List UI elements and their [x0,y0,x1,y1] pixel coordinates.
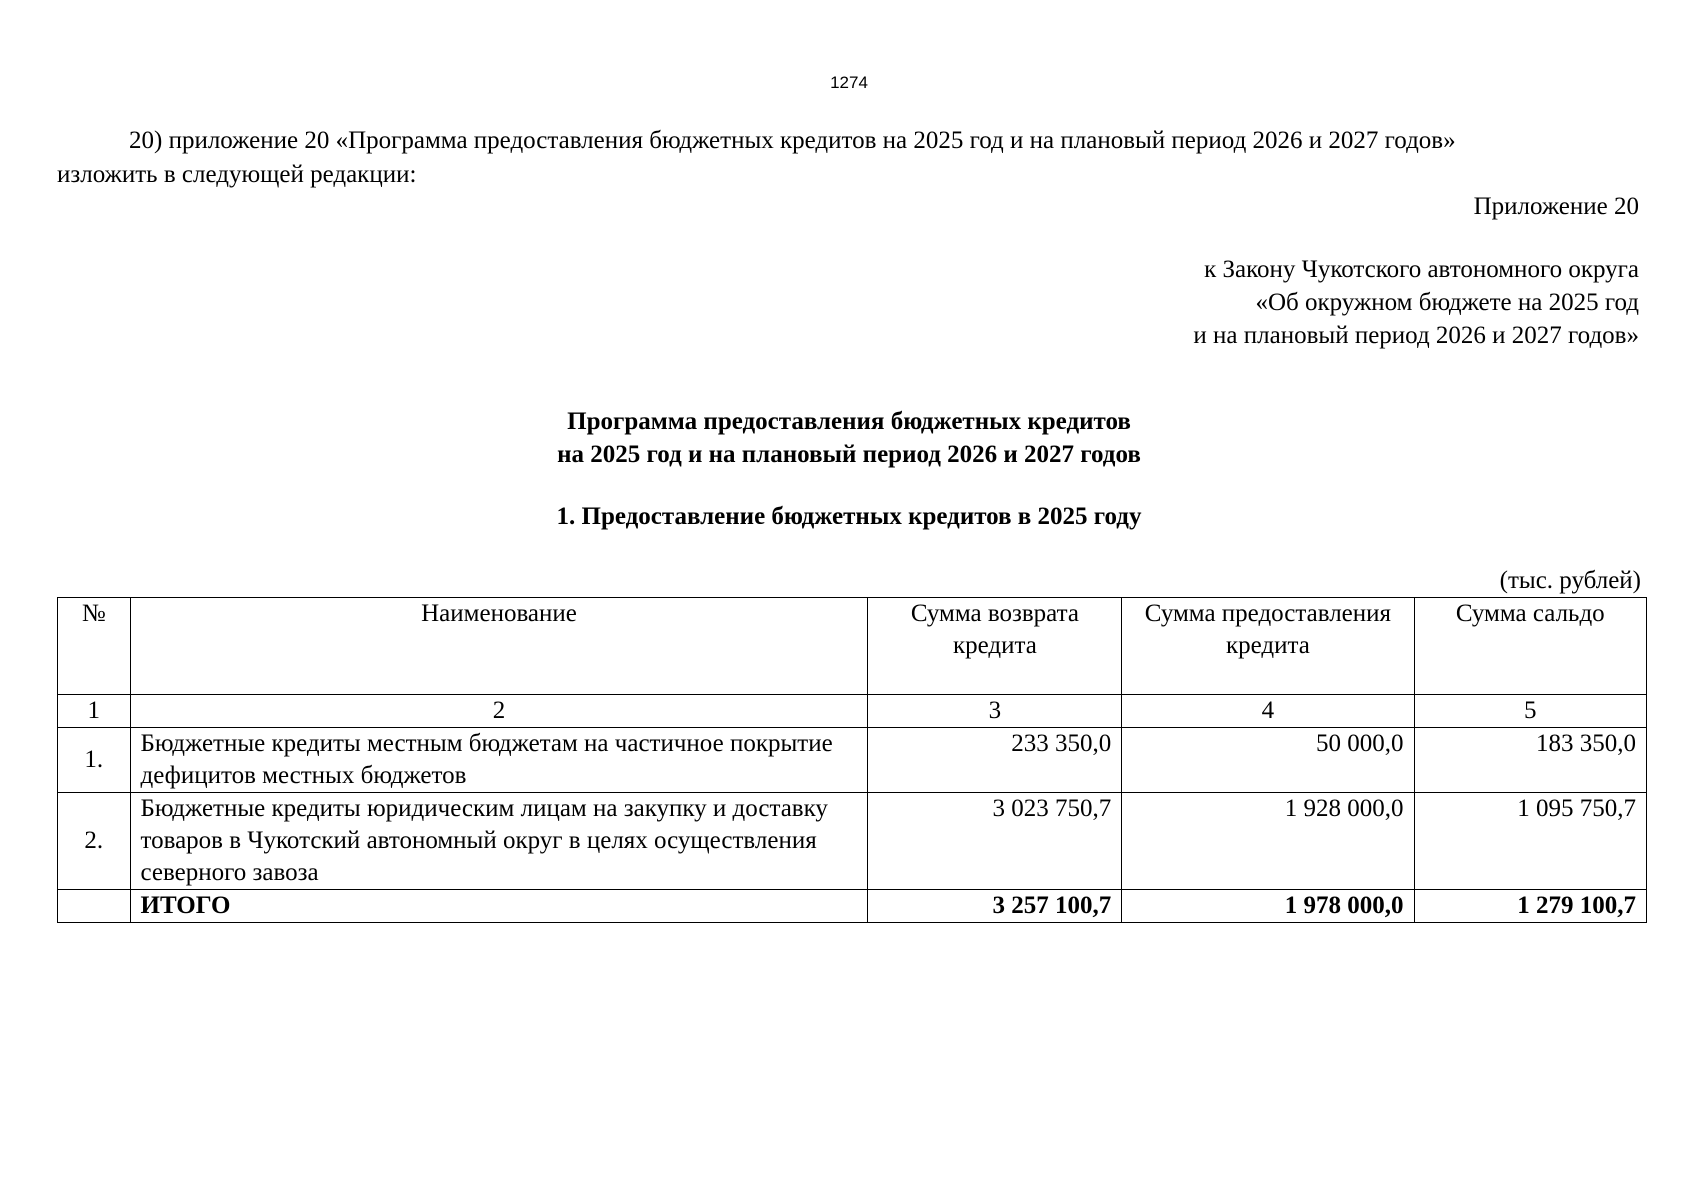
row-name: Бюджетные кредиты местным бюджетам на частичное покрытие дефицитов местных бюджетов [130,728,868,793]
appendix-block [1193,190,1639,352]
column-number-row [58,695,1647,728]
total-provision-sum: 1 978 000,0 [1122,890,1414,923]
budget-credits-table [57,597,1647,923]
row-return-sum: 233 350,0 [868,728,1122,793]
table-header-row [58,598,1647,695]
header-name: Наименование [130,598,868,695]
title-line-1: Программа предоставления бюджетных кредитов [567,408,1131,435]
total-return-sum: 3 257 100,7 [868,890,1122,923]
table-row [58,728,1647,793]
total-number-empty [58,890,131,923]
row-provision-sum: 1 928 000,0 [1122,793,1414,890]
total-balance: 1 279 100,7 [1414,890,1647,923]
table-row [58,793,1647,890]
header-return-sum: Сумма возврата кредита [868,598,1122,695]
column-number: 5 [1414,695,1647,728]
row-balance: 1 095 750,7 [1414,793,1647,890]
row-balance: 183 350,0 [1414,728,1647,793]
total-label: ИТОГО [130,890,868,923]
row-return-sum: 3 023 750,7 [868,793,1122,890]
intro-line-1: 20) приложение 20 «Программа предоставления бюджетных кредитов на 2025 год и на плановый период 2026 и 2027 годов» [129,127,1456,154]
appendix-line-1: к Закону Чукотского автономного округа [1204,256,1639,283]
row-provision-sum: 50 000,0 [1122,728,1414,793]
header-balance: Сумма сальдо [1414,598,1647,695]
intro-line-2: изложить в следующей редакции: [57,161,417,188]
units-label: (тыс. рублей) [1499,567,1641,594]
appendix-line-2: «Об окружном бюджете на 2025 год [1255,289,1639,316]
title-line-2: на 2025 год и на плановый период 2026 и 2027 годов [557,441,1141,468]
column-number: 3 [868,695,1122,728]
intro-paragraph [57,124,1647,192]
column-number: 4 [1122,695,1414,728]
total-row [58,890,1647,923]
header-number: № [58,598,131,695]
column-number: 1 [58,695,131,728]
document-title [0,405,1698,471]
section-title: 1. Предоставление бюджетных кредитов в 2025 году [556,503,1142,530]
page-number: 1274 [830,73,868,92]
row-number: 2. [58,793,131,890]
row-name: Бюджетные кредиты юридическим лицам на закупку и доставку товаров в Чукотский автономный округ в целях осуществления северного завоза [130,793,868,890]
appendix-label: Приложение 20 [1473,193,1639,220]
appendix-line-3: и на плановый период 2026 и 2027 годов» [1193,322,1639,349]
header-provision-sum: Сумма предоставления кредита [1122,598,1414,695]
column-number: 2 [130,695,868,728]
row-number: 1. [58,728,131,793]
